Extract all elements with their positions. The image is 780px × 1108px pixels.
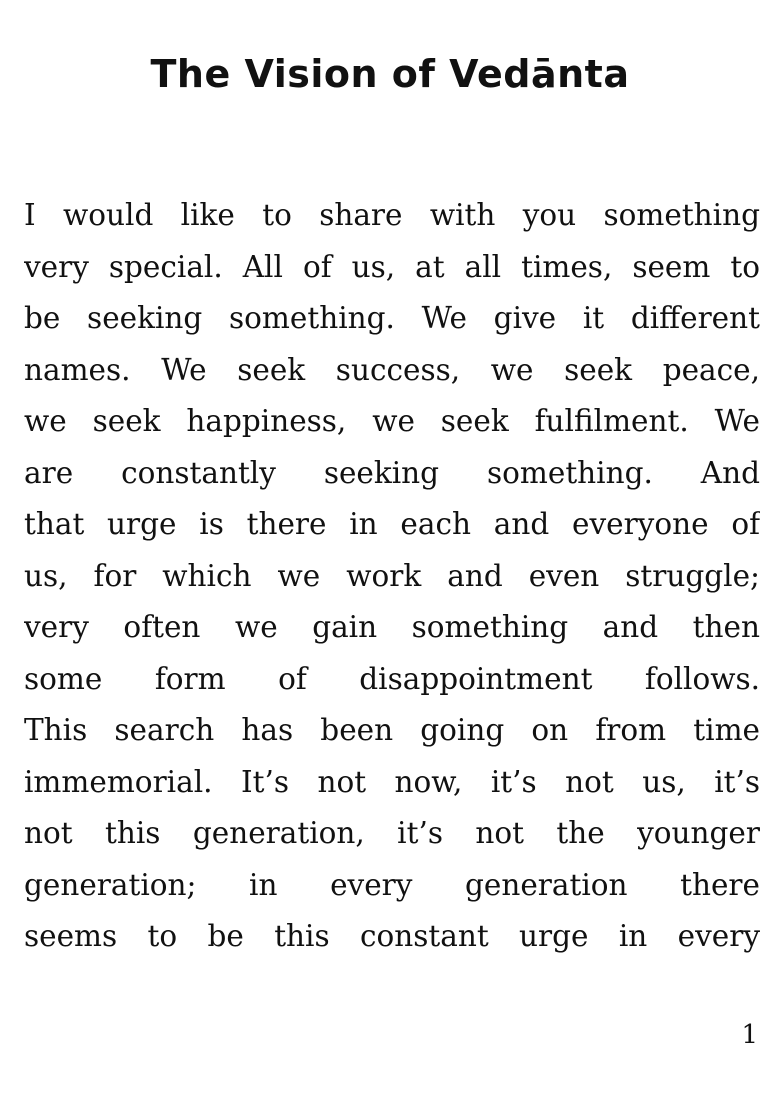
text-line: not this generation, it’s not the younger [24, 816, 760, 850]
text-line: we seek happiness, we seek fulfilment. We [24, 404, 760, 438]
text-line: very often we gain something and then [24, 610, 760, 644]
text-line: I would like to share with you something [24, 198, 760, 232]
text-line: This search has been going on from time [24, 713, 760, 747]
text-line: very special. All of us, at all times, seem to [24, 249, 760, 284]
text-line: generation; in every generation there [24, 867, 760, 902]
text-line: that urge is there in each and everyone of [24, 507, 760, 541]
text-line: seems to be this constant urge in every [24, 919, 760, 953]
body-paragraph [24, 190, 760, 963]
chapter-title: The Vision of Vedānta [150, 52, 630, 96]
text-line: some form of disappointment follows. [24, 661, 760, 696]
text-line: us, for which we work and even struggle; [24, 558, 760, 593]
text-line: are constantly seeking something. And [24, 455, 760, 490]
page-number: 1 [741, 1020, 758, 1050]
text-line: names. We seek success, we seek peace, [24, 352, 760, 387]
text-line: immemorial. It’s not now, it’s not us, it’s [24, 764, 760, 799]
text-line: be seeking something. We give it different [24, 301, 760, 335]
